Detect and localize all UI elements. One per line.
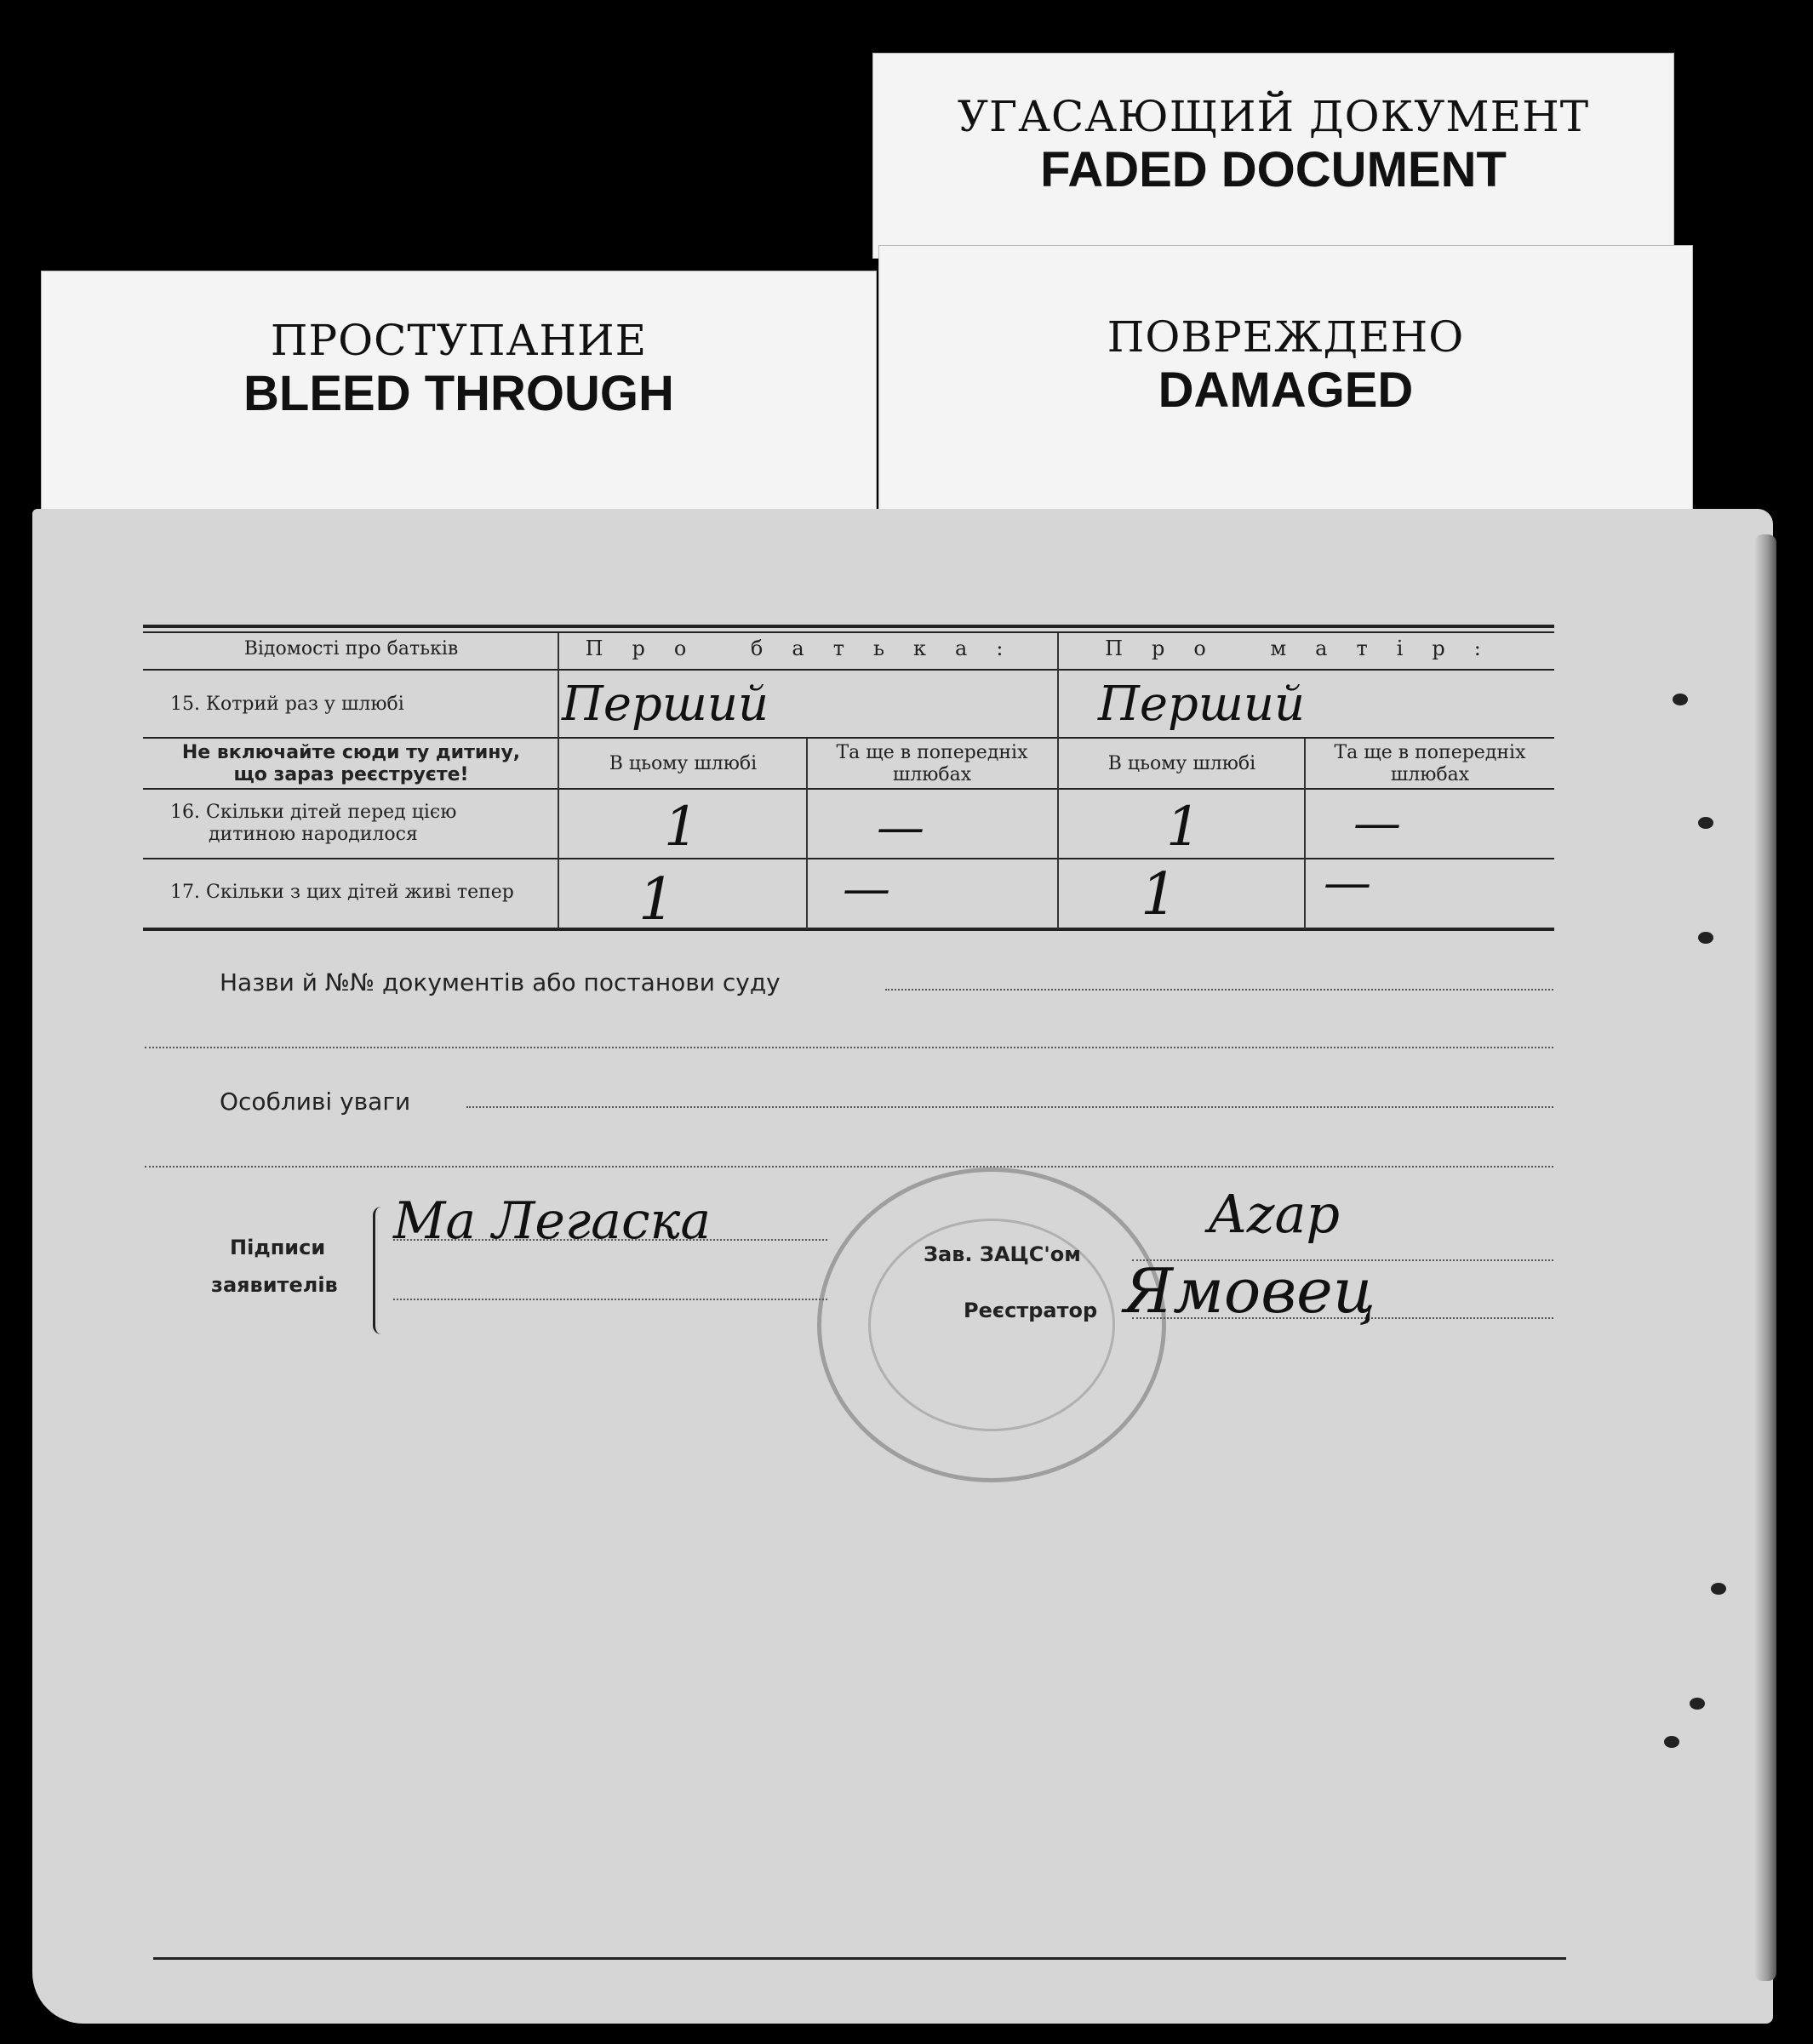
row16-label-1: 16. Скільки дітей перед цією: [170, 802, 457, 823]
row17-father-prev: —: [843, 861, 890, 916]
row16-father-prev: —: [877, 800, 924, 855]
bleed-through-card: [41, 271, 877, 519]
row16-mother-prev: —: [1353, 796, 1401, 851]
col-mother-header: Про матір:: [1105, 637, 1510, 660]
col-father-header: Про батька:: [585, 637, 1032, 660]
father-sub-prev-1: Та ще в попередніх: [836, 742, 1028, 763]
faded-label-en: FADED DOCUMENT: [1040, 142, 1507, 197]
binding-hole-1: [1673, 694, 1688, 705]
note-line-2: що зараз реєструєте!: [233, 764, 469, 785]
binding-hole-2: [1698, 817, 1713, 829]
remarks-line-1: [466, 1106, 1553, 1108]
mother-sub-this-marriage: В цьому шлюбі: [1107, 753, 1256, 774]
table-bottom-rule: [143, 928, 1554, 931]
bleed-label-ru: ПРОСТУПАНИЕ: [270, 316, 648, 365]
documents-line-1: [885, 989, 1553, 991]
col-divider-2: [1057, 633, 1059, 929]
documents-line-2: [145, 1047, 1553, 1048]
col-divider-1: [558, 633, 559, 929]
mother-sub-prev-1: Та ще в попередніх: [1334, 742, 1526, 763]
applicant-signature: Ма Легаска: [393, 1191, 712, 1251]
sheet-edge: [1754, 534, 1776, 1981]
subheader-rule: [143, 788, 1554, 790]
faded-label-ru: УГАСАЮЩИЙ ДОКУМЕНТ: [957, 92, 1590, 141]
bleed-label-en: BLEED THROUGH: [243, 366, 674, 421]
head-signature: Azap: [1209, 1183, 1341, 1245]
table-top-rule: [143, 625, 1554, 628]
mother-sub-prev-2: шлюбах: [1390, 764, 1470, 785]
father-sub-prev-2: шлюбах: [892, 764, 972, 785]
binding-hole-6: [1664, 1736, 1679, 1748]
signatures-label-1: Підписи: [230, 1236, 326, 1259]
row15-mother-value: Перший: [1098, 677, 1306, 732]
row15-father-value: Перший: [562, 677, 769, 732]
official-stamp: [817, 1168, 1166, 1482]
registrar-signature: Ямовец: [1124, 1255, 1375, 1327]
row17-mother-prev: —: [1324, 855, 1371, 911]
father-sub-this-marriage: В цьому шлюбі: [609, 753, 758, 774]
documents-label: Назви й №№ документів або постанови суду: [220, 968, 781, 996]
head-label: Зав. ЗАЦС'ом: [924, 1242, 1081, 1266]
row15-rule: [143, 737, 1554, 739]
note-line-1: Не включайте сюди ту дитину,: [181, 742, 521, 763]
table-header-rule: [143, 669, 1554, 671]
bottom-rule: [153, 1957, 1566, 1960]
binding-hole-3: [1698, 932, 1713, 944]
registrar-label: Реєстратор: [964, 1299, 1098, 1322]
row17-father-this: 1: [638, 866, 676, 934]
row17-mother-this: 1: [1141, 861, 1178, 928]
binding-hole-4: [1711, 1583, 1726, 1595]
table-top-rule-2: [143, 631, 1554, 633]
row16-label-2: дитиною народилося: [209, 824, 418, 845]
faded-document-card: [872, 53, 1674, 259]
remarks-line-2: [145, 1166, 1553, 1168]
binding-hole-5: [1690, 1698, 1705, 1710]
row17-label: 17. Скільки з цих дітей живі тепер: [170, 882, 514, 903]
row16-mother-this: 1: [1166, 796, 1201, 859]
remarks-label: Особливі уваги: [220, 1088, 411, 1116]
damaged-card: [878, 245, 1693, 519]
row15-label: 15. Котрий раз у шлюбі: [170, 694, 404, 715]
signatures-label-2: заявителів: [211, 1273, 338, 1297]
row16-father-this: 1: [664, 796, 699, 859]
applicant-line-2: [393, 1299, 827, 1300]
damaged-label-en: DAMAGED: [1158, 363, 1414, 418]
damaged-label-ru: ПОВРЕЖДЕНО: [1107, 312, 1465, 362]
signatures-brace: [373, 1207, 387, 1334]
col-header-label: Відомості про батьків: [243, 638, 459, 659]
col-divider-mother-sub: [1304, 739, 1306, 929]
applicant-line-1: [393, 1239, 827, 1241]
col-divider-father-sub: [806, 739, 808, 929]
